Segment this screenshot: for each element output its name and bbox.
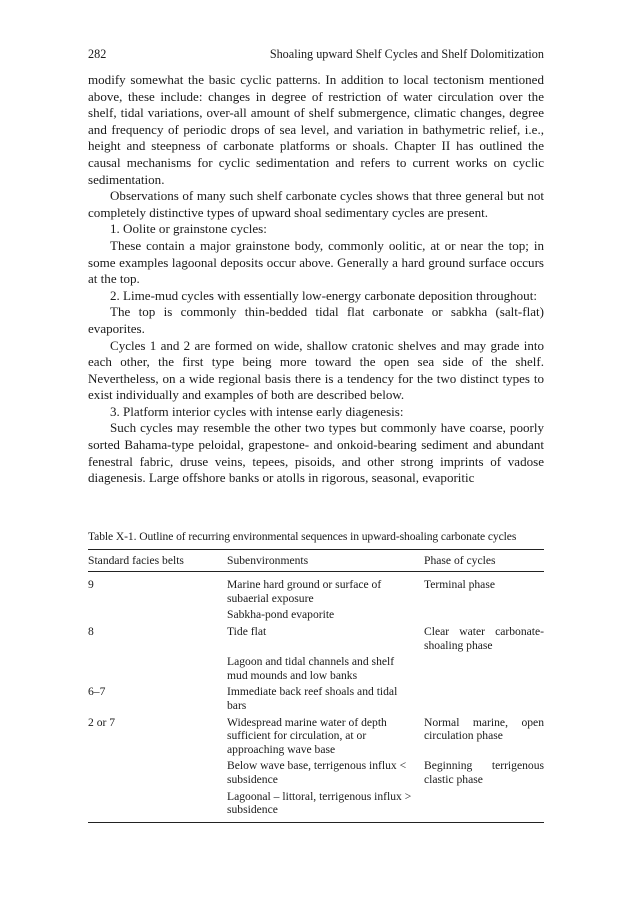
cell-facies-belt: 9: [88, 578, 94, 592]
table-row: [88, 790, 544, 820]
table-row: [88, 625, 544, 655]
header-standard-facies-belts: Standard facies belts: [88, 553, 184, 567]
cell-facies-belt: 6–7: [88, 685, 106, 699]
table-row: [88, 655, 544, 685]
cell-subenvironment: Sabkha-pond evaporite: [227, 608, 335, 622]
body-text: [88, 72, 544, 487]
paragraph: These contain a major grainstone body, commonly oolitic, at or near the top; in some examples lagoonal deposits occur above. Generally a hard ground surface occurs at the top.: [88, 237, 544, 287]
header-subenvironments: Subenvironments: [227, 553, 309, 567]
cell-phase: Normal marine, open circulation phase: [424, 715, 544, 743]
page-number: 282: [88, 47, 107, 61]
running-title: Shoaling upward Shelf Cycles and Shelf Dolomitization: [269, 47, 544, 61]
paragraph: Observations of many such shelf carbonate cycles shows that three general but not completely distinctive types of upward shoal sedimentary cycles are present.: [88, 188, 544, 220]
cell-phase: Terminal phase: [424, 578, 495, 592]
cell-phase: Clear water carbonate-shoaling phase: [424, 624, 544, 652]
cell-phase: [424, 790, 544, 820]
cell-subenvironment: Tide flat: [227, 624, 267, 638]
cell-subenvironment: Lagoonal – littoral, terrigenous influx > subsidence: [227, 789, 412, 817]
cell-subenvironment: Lagoon and tidal channels and shelf mud mounds and low banks: [227, 655, 395, 682]
cell-facies-belt: [88, 759, 227, 789]
cell-facies-belt: [88, 608, 227, 625]
paragraph: Such cycles may resemble the other two types but commonly have coarse, poorly sorted Bahama-type peloidal, grapestone- and onkoid-bearing sediment and abundant fenestral fabric, druse veins, tepees, pisoids, and other strong imprints of vadose diagenesis. Large offshore banks or atolls in rigorous, seasonal, evaporitic: [88, 420, 544, 486]
table-caption: Table X-1. Outline of recurring environmental sequences in upward-shoaling carbonate cycles: [88, 530, 517, 543]
facies-table-body: [88, 572, 544, 820]
cell-facies-belt: 8: [88, 624, 94, 638]
table-row: [88, 759, 544, 789]
table-x1: [88, 530, 544, 823]
paragraph: 3. Platform interior cycles with intense early diagenesis:: [110, 403, 404, 419]
cell-facies-belt: [88, 655, 227, 685]
cell-subenvironment: Widespread marine water of depth sufficient for circulation, at or approaching wave base: [227, 715, 387, 756]
cell-facies-belt: 2 or 7: [88, 715, 116, 729]
header-phase-of-cycles: Phase of cycles: [424, 553, 496, 567]
paragraph: modify somewhat the basic cyclic patterns. In addition to local tectonism mentioned above, these include: changes in degree of restriction of water circulation over the shelf, tidal variations, over-all amount of shelf submergence, climatic changes, degree and frequency of periodic drops of sea level, and variation in bathymetric relief, i.e., height and steepness of carbonate platforms or shoals. Chapter II has outlined the causal mechanisms for cyclic sedimentation and refers to current works on cyclic sedimentation.: [88, 72, 544, 187]
cell-subenvironment: Below wave base, terrigenous influx < subsidence: [227, 759, 407, 786]
table-row: [88, 685, 544, 715]
cell-subenvironment: Marine hard ground or surface of subaerial exposure: [227, 578, 382, 605]
paragraph: The top is commonly thin-bedded tidal flat carbonate or sabkha (salt-flat) evaporites.: [88, 304, 544, 336]
table-row: [88, 608, 544, 625]
facies-table: [88, 550, 544, 572]
table-row: [88, 716, 544, 760]
table-bottom-rule: [88, 822, 544, 823]
paragraph: Cycles 1 and 2 are formed on wide, shallow cratonic shelves and may grade into each other, the first type being more toward the open sea side of the shelf. Nevertheless, on a wide regional basis there is a tendency for the two distinct types to exist individually and examples of both are described below.: [88, 337, 544, 403]
cell-subenvironment: Immediate back reef shoals and tidal bars: [227, 685, 398, 712]
table-header-row: [88, 550, 544, 572]
cell-phase: Beginning terrigenous clastic phase: [424, 759, 544, 786]
cell-phase: [424, 608, 544, 625]
cell-facies-belt: [88, 790, 227, 820]
paragraph: 1. Oolite or grainstone cycles:: [110, 221, 267, 237]
paragraph: 2. Lime-mud cycles with essentially low-energy carbonate deposition throughout:: [110, 287, 537, 303]
cell-phase: [424, 685, 544, 715]
cell-phase: [424, 655, 544, 685]
table-row: [88, 572, 544, 608]
